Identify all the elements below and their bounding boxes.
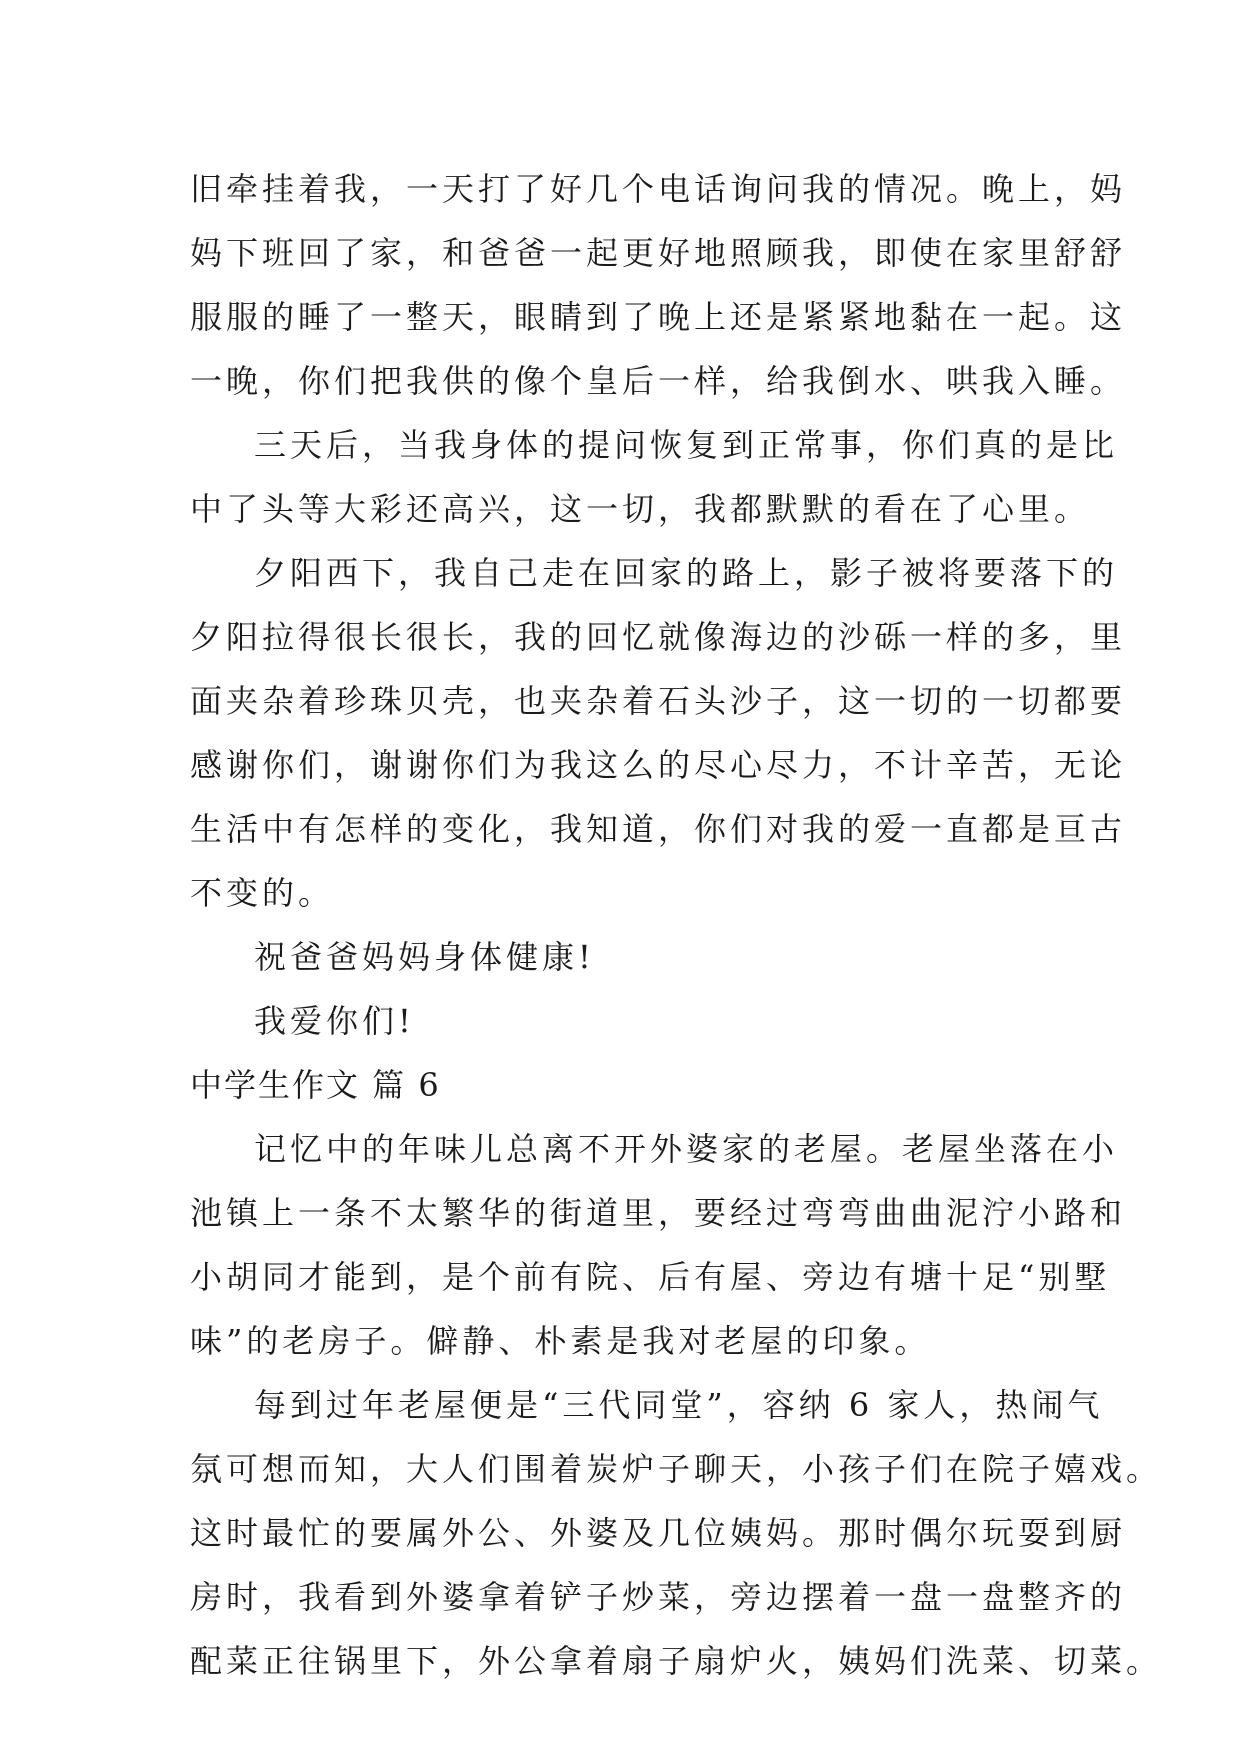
paragraph-first-line: 三天后，当我身体的提问恢复到正常事，你们真的是比 bbox=[254, 426, 1119, 464]
text-line: 中了头等大彩还高兴，这一切，我都默默的看在了心里。 bbox=[190, 490, 1091, 528]
text-line: 池镇上一条不太繁华的街道里，要经过弯弯曲曲泥泞小路和 bbox=[190, 1194, 1127, 1232]
text-line: 一晚，你们把我供的像个皇后一样，给我倒水、哄我入睡。 bbox=[190, 362, 1127, 400]
blessing-line: 祝爸爸妈妈身体健康! bbox=[254, 938, 595, 976]
section-heading: 中学生作文 篇 6 bbox=[190, 1066, 441, 1104]
text-line: 服服的睡了一整天，眼睛到了晚上还是紧紧地黏在一起。这 bbox=[190, 298, 1127, 336]
text-line: 氛可想而知，大人们围着炭炉子聊天，小孩子们在院子嬉戏。 bbox=[190, 1450, 1163, 1488]
text-line: 房时，我看到外婆拿着铲子炒菜，旁边摆着一盘一盘整齐的 bbox=[190, 1578, 1127, 1616]
paragraph-first-line: 记忆中的年味儿总离不开外婆家的老屋。老屋坐落在小 bbox=[254, 1130, 1119, 1168]
text-line: 面夹杂着珍珠贝壳，也夹杂着石头沙子，这一切的一切都要 bbox=[190, 682, 1127, 720]
text-line: 小胡同才能到，是个前有院、后有屋、旁边有塘十足“别墅 bbox=[190, 1258, 1111, 1296]
text-line: 旧牵挂着我，一天打了好几个电话询问我的情况。晚上，妈 bbox=[190, 170, 1127, 208]
closing-line: 我爱你们! bbox=[254, 1002, 415, 1040]
text-line: 配菜正往锅里下，外公拿着扇子扇炉火，姨妈们洗菜、切菜。 bbox=[190, 1642, 1163, 1680]
text-line: 生活中有怎样的变化，我知道，你们对我的爱一直都是亘古 bbox=[190, 810, 1127, 848]
text-line: 这时最忙的要属外公、外婆及几位姨妈。那时偶尔玩耍到厨 bbox=[190, 1514, 1127, 1552]
paragraph-first-line: 夕阳西下，我自己走在回家的路上，影子被将要落下的 bbox=[254, 554, 1119, 592]
text-line: 感谢你们，谢谢你们为我这么的尽心尽力，不计辛苦，无论 bbox=[190, 746, 1127, 784]
essay-text bbox=[190, 157, 1163, 1693]
paragraph-first-line: 每到过年老屋便是“三代同堂”，容纳 6 家人，热闹气 bbox=[254, 1386, 1104, 1424]
text-line: 夕阳拉得很长很长，我的回忆就像海边的沙砾一样的多，里 bbox=[190, 618, 1127, 656]
text-line: 不变的。 bbox=[190, 874, 335, 912]
text-line: 妈下班回了家，和爸爸一起更好地照顾我，即使在家里舒舒 bbox=[190, 234, 1127, 272]
text-line: 味”的老房子。僻静、朴素是我对老屋的印象。 bbox=[190, 1322, 931, 1360]
